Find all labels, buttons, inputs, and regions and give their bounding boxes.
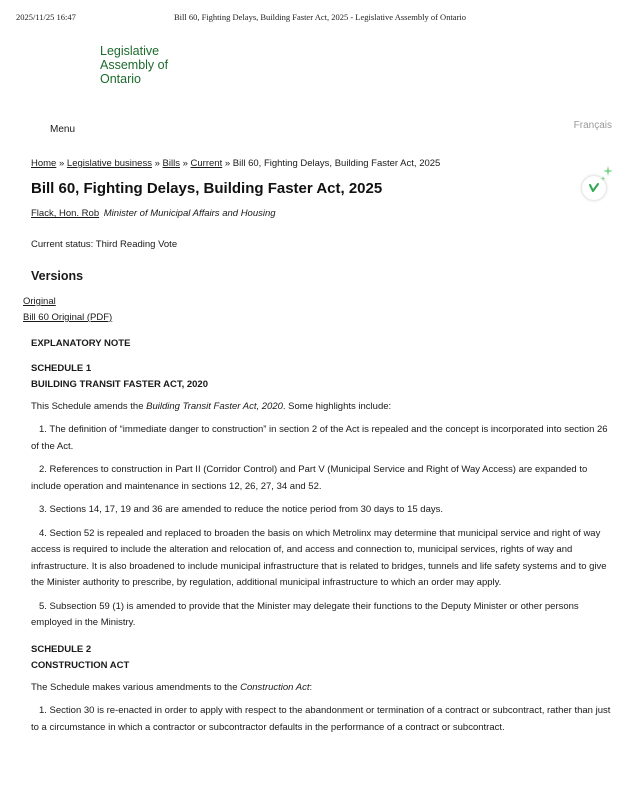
breadcrumb-current-page: Bill 60, Fighting Delays, Building Faster Act, 2025 xyxy=(232,158,441,169)
versions-heading: Versions xyxy=(31,269,84,283)
sponsor-name-link[interactable]: Flack, Hon. Rob xyxy=(31,208,100,219)
sparkle-icon xyxy=(600,166,614,182)
intro-text-end: . Some highlights include: xyxy=(282,400,392,412)
schedule-2-name: CONSTRUCTION ACT xyxy=(31,660,130,671)
schedule-1-number: SCHEDULE 1 xyxy=(31,362,92,374)
explanatory-note-heading: EXPLANATORY NOTE xyxy=(31,338,131,349)
breadcrumb xyxy=(31,158,440,169)
schedule-1-item: 2. References to construction in Part II (Corridor Control) and Part V (Municipal Service and Right of Way Access) are expanded to include operation and maintenance in sections 12, 26, 27, 34 and 52. xyxy=(31,464,588,492)
print-page-title: Bill 60, Fighting Delays, Building Faster Act, 2025 - Legislative Assembly of Ontario xyxy=(173,12,467,22)
breadcrumb-current-link[interactable]: Current xyxy=(190,158,223,169)
print-header xyxy=(16,12,624,26)
bill-status: Current status: Third Reading Vote xyxy=(31,239,178,250)
intro-act-name: Building Transit Faster Act, 2020 xyxy=(146,400,283,412)
logo-line-2: Assembly of xyxy=(100,58,169,72)
breadcrumb-separator: » xyxy=(224,158,231,169)
breadcrumb-legislative-business-link[interactable]: Legislative business xyxy=(66,158,152,169)
menu-button[interactable]: Menu xyxy=(50,124,76,135)
schedule-2 xyxy=(31,642,613,737)
logo-line-1: Legislative xyxy=(100,44,160,58)
print-date: 2025/11/25 16:47 xyxy=(16,12,76,22)
bill-document xyxy=(31,336,613,736)
version-original-link[interactable]: Original xyxy=(23,296,56,307)
bill-sponsor xyxy=(31,208,276,219)
breadcrumb-bills-link[interactable]: Bills xyxy=(162,158,180,169)
schedule-2-item: 1. Section 30 is re-enacted in order to apply with respect to the abandonment or termination of a contract or subcontract, rather than just to a circumstance in which a contractor or subcontractor defaults in the performance of a contract or subcontract. xyxy=(31,705,611,733)
assembly-logo[interactable] xyxy=(100,44,168,86)
breadcrumb-separator: » xyxy=(182,158,188,169)
schedule-2-intro xyxy=(31,680,613,697)
logo-line-3: Ontario xyxy=(100,72,141,86)
checkmark-icon xyxy=(588,182,600,194)
schedule-1-item: 5. Subsection 59 (1) is amended to provide that the Minister may delegate their functions to the Deputy Minister or other persons employed in the Ministry. xyxy=(31,600,579,628)
language-toggle-link[interactable]: Français xyxy=(573,120,612,131)
sponsor-role: Minister of Municipal Affairs and Housing xyxy=(103,208,276,219)
schedule-1-intro xyxy=(31,399,613,416)
version-original-pdf-link[interactable]: Bill 60 Original (PDF) xyxy=(23,312,113,323)
breadcrumb-separator: » xyxy=(154,158,160,169)
intro-text-end: : xyxy=(309,681,313,693)
schedule-1 xyxy=(31,361,613,632)
breadcrumb-separator: » xyxy=(58,158,65,169)
intro-text: The Schedule makes various amendments to the xyxy=(31,681,241,693)
schedule-1-item: 4. Section 52 is repealed and replaced to broaden the basis on which Metrolinx may determine that municipal service and right of way access is required to include the alteration and relocation of, and access and connection to, municipal services, rights of way and infrastructure. It is also broadened to include municipal infrastructure that is related to bridges, tunnels and life safety systems and to give the Minister authority to prescribe, by regulation, additional municipal infrastructure to which an order may apply. xyxy=(31,527,607,588)
page-title: Bill 60, Fighting Delays, Building Faster Act, 2025 xyxy=(31,180,383,197)
intro-text: This Schedule amends the xyxy=(31,400,147,412)
schedule-2-number: SCHEDULE 2 xyxy=(31,643,92,655)
schedule-1-item: 3. Sections 14, 17, 19 and 36 are amended to reduce the notice period from 30 days to 15 days. xyxy=(39,504,444,515)
schedule-1-name: BUILDING TRANSIT FASTER ACT, 2020 xyxy=(31,379,209,390)
intro-act-name: Construction Act xyxy=(240,681,310,693)
schedule-1-item: 1. The definition of “immediate danger to construction” in section 2 of the Act is repealed and the concept is incorporated into section 26 of the Act. xyxy=(31,424,608,452)
breadcrumb-home-link[interactable]: Home xyxy=(31,158,57,169)
